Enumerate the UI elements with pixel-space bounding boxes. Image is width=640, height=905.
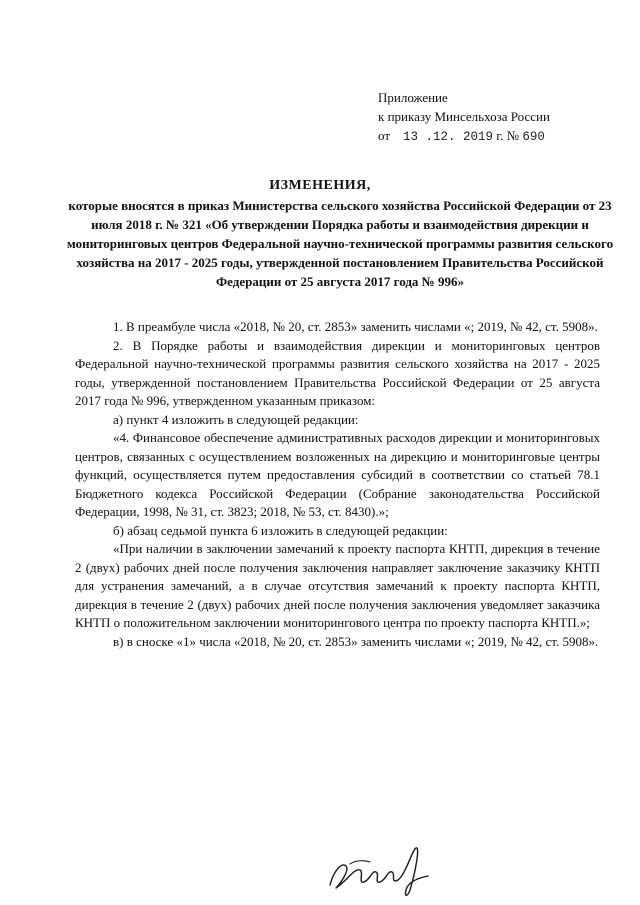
appendix-label: Приложение bbox=[378, 90, 448, 105]
appendix-header bbox=[378, 88, 618, 147]
paragraph-a: а) пункт 4 изложить в следующей редакции: bbox=[113, 411, 359, 427]
appendix-order-ref: к приказу Минсельхоза России bbox=[378, 109, 550, 124]
document-subtitle: которые вносятся в приказ Министерства сельского хозяйства Российской Федерации от 23 июля 2018 г. № 321 «Об утверждении Порядка работы и взаимодействия дирекции и мониторинговых центров Федеральной научно-технической программы развития сельского хозяйства на 2017 - 2025 годы, утвержденной постановлением Правительства Российской Федерации от 25 августа 2017 года № 996» bbox=[66, 198, 614, 289]
year-suffix: г. № bbox=[496, 128, 520, 143]
date-prefix: от bbox=[378, 128, 391, 143]
date-stamp: 13 .12. 2019 bbox=[403, 130, 494, 144]
paragraph-2: 2. В Порядке работы и взаимодействия дирекции и мониторинговых центров Федеральной научно-технической программы развития сельского хозяйства на 2017 - 2025 годы, утвержденной постановлением Правительства Российской Федерации от 25 августа 2017 года № 996, утвержденном указанным приказом: bbox=[75, 337, 600, 408]
order-number: 690 bbox=[522, 130, 545, 144]
signature-icon bbox=[320, 840, 440, 900]
document-body bbox=[75, 318, 600, 651]
paragraph-a-text: «4. Финансовое обеспечение административных расходов дирекции и мониторинговых центров, связанных с осуществлением возложенных на дирекцию и мониторинговые центры функций, осуществляется путем предоставления субсидий в соответствии со статьей 78.1 Бюджетного кодекса Российской Федерации (Собрание законодательства Российской Федерации, 1998, № 31, ст. 3823; 2018, № 53, ст. 8430).»; bbox=[75, 430, 600, 519]
paragraph-b-text: «При наличии в заключении замечаний к проекту паспорта КНТП, дирекция в течение 2 (двух) рабочих дней после получения заключения направляет заключение заказчику КНТП для устранения замечаний, а в случае отсутствия замечаний к проекту паспорта КНТП, дирекция в течение 2 (двух) рабочих дней после получения заключения уведомляет заказчика КНТП о положительном заключении мониторингового центра по проекту паспорта КНТП.»; bbox=[75, 541, 600, 630]
document-title: ИЗМЕНЕНИЯ, bbox=[269, 178, 371, 193]
appendix-date-line bbox=[378, 126, 618, 147]
paragraph-b: б) абзац седьмой пункта 6 изложить в следующей редакции: bbox=[113, 522, 448, 538]
paragraph-1: 1. В преамбуле числа «2018, № 20, ст. 2853» заменить числами «; 2019, № 42, ст. 5908». bbox=[113, 319, 598, 334]
paragraph-v: в) в сноске «1» числа «2018, № 20, ст. 2853» заменить числами «; 2019, № 42, ст. 5908». bbox=[113, 633, 599, 649]
